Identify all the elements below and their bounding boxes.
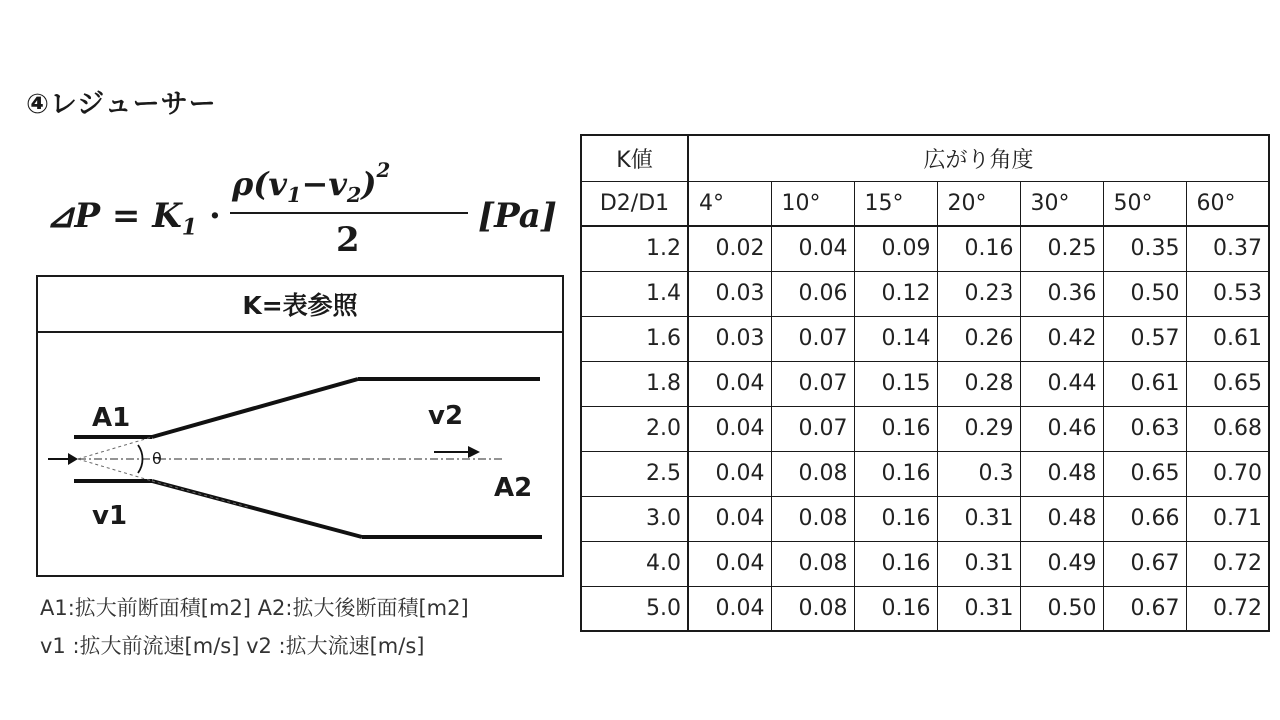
k-value-cell: 0.66	[1103, 496, 1186, 541]
k-value-cell: 0.08	[771, 541, 854, 586]
formula-num-sub1: 1	[287, 182, 302, 208]
header-angle: 4°	[688, 181, 771, 226]
pressure-loss-formula	[46, 152, 566, 272]
ratio-cell: 2.5	[581, 451, 688, 496]
k-value-cell: 0.28	[937, 361, 1020, 406]
ratio-cell: 1.2	[581, 226, 688, 271]
label-a1: A1	[92, 403, 131, 433]
k-value-cell: 0.07	[771, 361, 854, 406]
k-value-cell: 0.29	[937, 406, 1020, 451]
table-row	[581, 541, 1269, 586]
formula-num-part1: ρ(v	[232, 164, 288, 203]
k-value-cell: 0.16	[854, 496, 937, 541]
inlet-arrow-head	[68, 453, 78, 465]
k-value-cell: 0.04	[688, 451, 771, 496]
formula-dot: ·	[197, 196, 221, 236]
k-value-cell: 0.31	[937, 496, 1020, 541]
ratio-cell: 4.0	[581, 541, 688, 586]
k-value-cell: 0.49	[1020, 541, 1103, 586]
expansion-top-wall	[152, 379, 358, 437]
angle-guide-bottom	[78, 459, 152, 481]
k-value-cell: 0.08	[771, 496, 854, 541]
k-value-cell: 0.46	[1020, 406, 1103, 451]
formula-num-sup: 2	[376, 158, 391, 182]
k-value-cell: 0.65	[1186, 361, 1269, 406]
k-value-cell: 0.16	[937, 226, 1020, 271]
k-value-cell: 0.02	[688, 226, 771, 271]
header-expansion-angle: 広がり角度	[688, 135, 1269, 181]
ratio-cell: 1.6	[581, 316, 688, 361]
k-value-cell: 0.26	[937, 316, 1020, 361]
label-v2: v2	[428, 401, 464, 431]
ratio-cell: 2.0	[581, 406, 688, 451]
table-body	[581, 226, 1269, 631]
k-value-cell: 0.07	[771, 316, 854, 361]
k-value-cell: 0.08	[771, 586, 854, 631]
header-angle: 30°	[1020, 181, 1103, 226]
k-value-cell: 0.16	[854, 541, 937, 586]
k-value-cell: 0.48	[1020, 451, 1103, 496]
table-row	[581, 226, 1269, 271]
k-value-cell: 0.31	[937, 541, 1020, 586]
k-value-cell: 0.03	[688, 316, 771, 361]
ratio-cell: 5.0	[581, 586, 688, 631]
k-value-cell: 0.08	[771, 451, 854, 496]
k-value-cell: 0.04	[688, 541, 771, 586]
k-value-cell: 0.04	[688, 586, 771, 631]
k-value-cell: 0.03	[688, 271, 771, 316]
k-value-cell: 0.63	[1103, 406, 1186, 451]
table-row	[581, 316, 1269, 361]
wall-guide	[152, 481, 248, 507]
table-row	[581, 451, 1269, 496]
ratio-cell: 1.8	[581, 361, 688, 406]
header-angle: 50°	[1103, 181, 1186, 226]
theta-symbol: θ	[152, 449, 162, 468]
k-value-cell: 0.68	[1186, 406, 1269, 451]
k-value-cell: 0.71	[1186, 496, 1269, 541]
k-value-cell: 0.09	[854, 226, 937, 271]
table-row	[581, 586, 1269, 631]
label-a2: A2	[494, 473, 533, 503]
diagram-header: K=表参照	[38, 277, 562, 333]
k-value-cell: 0.16	[854, 406, 937, 451]
formula-fraction-bar	[230, 212, 468, 214]
k-value-cell: 0.48	[1020, 496, 1103, 541]
k-value-cell: 0.57	[1103, 316, 1186, 361]
k-value-cell: 0.44	[1020, 361, 1103, 406]
k-value-cell: 0.70	[1186, 451, 1269, 496]
table-row	[581, 406, 1269, 451]
table-subheader-row	[581, 181, 1269, 226]
table-row	[581, 496, 1269, 541]
ratio-cell: 1.4	[581, 271, 688, 316]
k-value-cell: 0.04	[688, 361, 771, 406]
k-value-cell: 0.04	[771, 226, 854, 271]
header-diameter-ratio: D2/D1	[581, 181, 688, 226]
k-value-cell: 0.37	[1186, 226, 1269, 271]
k-value-cell: 0.12	[854, 271, 937, 316]
k-value-cell: 0.07	[771, 406, 854, 451]
formula-numerator	[232, 158, 390, 207]
k-value-cell: 0.16	[854, 586, 937, 631]
k-value-cell: 0.67	[1103, 586, 1186, 631]
k-value-cell: 0.14	[854, 316, 937, 361]
label-v1: v1	[92, 501, 128, 531]
formula-denominator: 2	[336, 220, 360, 260]
k-value-cell: 0.53	[1186, 271, 1269, 316]
formula-k-subscript: 1	[181, 214, 198, 241]
formula-num-part2: −v	[301, 164, 347, 203]
formula-lhs	[46, 196, 221, 241]
note-areas: A1:拡大前断面積[m2] A2:拡大後断面積[m2]	[40, 596, 469, 620]
k-value-cell: 0.31	[937, 586, 1020, 631]
k-value-cell: 0.04	[688, 406, 771, 451]
header-angle: 10°	[771, 181, 854, 226]
angle-guide-top	[78, 437, 152, 459]
k-value-cell: 0.50	[1103, 271, 1186, 316]
table-row	[581, 361, 1269, 406]
k-value-cell: 0.23	[937, 271, 1020, 316]
k-value-cell: 0.65	[1103, 451, 1186, 496]
k-value-cell: 0.67	[1103, 541, 1186, 586]
k-value-cell: 0.36	[1020, 271, 1103, 316]
formula-lhs-text: ⊿P = K	[46, 196, 182, 236]
k-value-cell: 0.72	[1186, 541, 1269, 586]
header-k-value: K値	[581, 135, 688, 181]
k-value-cell: 0.42	[1020, 316, 1103, 361]
k-value-cell: 0.72	[1186, 586, 1269, 631]
k-value-cell: 0.06	[771, 271, 854, 316]
header-angle: 15°	[854, 181, 937, 226]
table-row	[581, 271, 1269, 316]
header-angle: 20°	[937, 181, 1020, 226]
k-value-cell: 0.25	[1020, 226, 1103, 271]
k-value-cell: 0.35	[1103, 226, 1186, 271]
page-title: ④レジューサー	[26, 89, 217, 120]
formula-unit: [Pa]	[478, 196, 557, 236]
k-value-cell: 0.04	[688, 496, 771, 541]
reducer-drawing	[38, 333, 562, 575]
header-angle: 60°	[1186, 181, 1269, 226]
k-value-cell: 0.61	[1186, 316, 1269, 361]
k-value-cell: 0.61	[1103, 361, 1186, 406]
k-value-cell: 0.16	[854, 451, 937, 496]
k-value-cell: 0.50	[1020, 586, 1103, 631]
formula-num-sub2: 2	[346, 182, 362, 208]
table-header-row	[581, 135, 1269, 181]
note-velocities: v1 :拡大前流速[m/s] v2 :拡大流速[m/s]	[40, 634, 425, 658]
formula-num-close: )	[361, 164, 377, 203]
k-value-cell: 0.15	[854, 361, 937, 406]
flow-arrow-head	[468, 446, 480, 458]
k-value-cell: 0.3	[937, 451, 1020, 496]
reducer-diagram	[36, 275, 564, 577]
k-value-table	[580, 134, 1270, 632]
ratio-cell: 3.0	[581, 496, 688, 541]
